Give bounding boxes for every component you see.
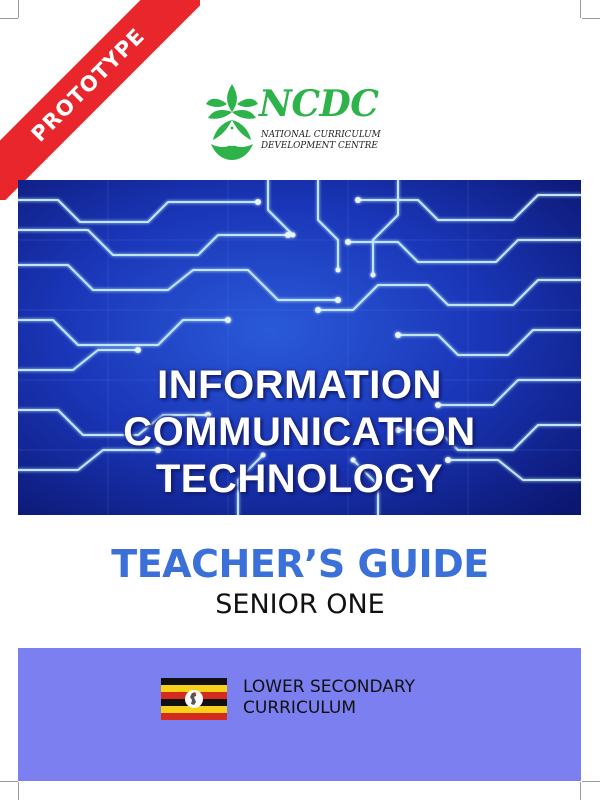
crop-mark (582, 18, 600, 19)
ncdc-logo (205, 82, 395, 172)
guide-level: SENIOR ONE (215, 589, 385, 620)
ncdc-crane-emblem-icon (205, 82, 259, 164)
prototype-ribbon (0, 0, 200, 200)
prototype-label: PROTOTYPE (0, 0, 200, 200)
subject-title-line3: TECHNOLOGY (155, 457, 444, 501)
uganda-flag-icon (161, 678, 227, 720)
ncdc-wordmark: NCDC (259, 83, 379, 125)
curriculum-label-line1: LOWER SECONDARY (243, 677, 416, 697)
crop-mark (0, 781, 18, 782)
curriculum-label (243, 677, 415, 719)
guide-title: TEACHER’S GUIDE (111, 542, 489, 586)
crop-mark (18, 782, 19, 800)
curriculum-label-line2: CURRICULUM (243, 698, 356, 718)
logo-subtitle-line2: DEVELOPMENT CENTRE (261, 141, 378, 151)
curriculum-band (18, 648, 581, 781)
subject-title-line2: COMMUNICATION (123, 410, 476, 454)
logo-subtitle-line1: NATIONAL CURRICULUM (261, 130, 381, 140)
subject-title-line1: INFORMATION (157, 363, 442, 407)
circuit-board-hero-image (18, 180, 581, 515)
subject-title (18, 362, 581, 503)
crop-mark (582, 781, 600, 782)
crop-mark (580, 0, 581, 18)
crop-mark (580, 782, 581, 800)
